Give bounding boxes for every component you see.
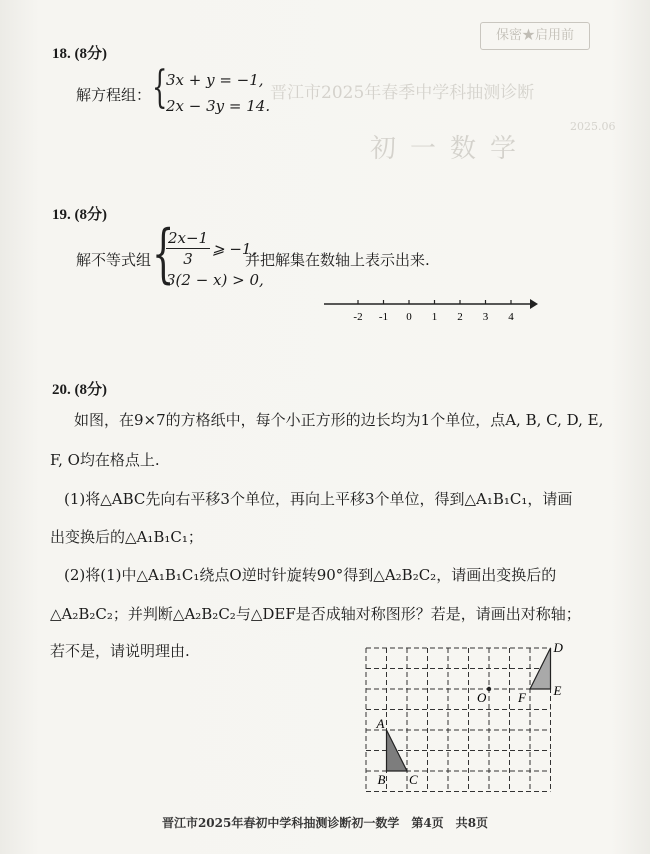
q19-suffix: 并把解集在数轴上表示出来. [245, 251, 430, 269]
number-line-tick-label: 0 [406, 311, 412, 323]
q20-part1-b: 出变换后的△A₁B₁C₁； [50, 528, 203, 546]
label-e: E [553, 683, 562, 698]
q19-number: 19. (8分) [52, 207, 107, 223]
q18-equation-2: 2x − 3y = 14. [166, 97, 271, 115]
label-f: F [518, 690, 526, 705]
triangle-def [530, 648, 551, 689]
q18-prompt: 解方程组： [76, 86, 152, 104]
q19-fraction-bar [166, 248, 210, 249]
label-a: A [376, 716, 385, 731]
number-line-tick-label: 4 [508, 311, 514, 323]
label-b: B [377, 772, 386, 787]
q20-line2: F, O均在格点上. [50, 451, 160, 469]
label-c: C [409, 772, 418, 787]
q20-part2-a: (2)将(1)中△A₁B₁C₁绕点O逆时针旋转90°得到△A₂B₂C₂，请画出变换后的 [64, 566, 557, 584]
q20-number: 20. (8分) [52, 382, 107, 398]
point-o [487, 687, 491, 691]
number-line-tick-label: 1 [431, 311, 438, 323]
q20-part2-c: 若不是，请说明理由. [50, 642, 190, 660]
confidential-stamp: 保密★启用前 [480, 22, 590, 50]
q18-equation-1: 3x + y = −1, [166, 71, 264, 89]
bleed-through-date: 2025.06 [570, 120, 616, 133]
q20-part1-a: (1)将△ABC先向右平移3个单位，再向上平移3个单位，得到△A₁B₁C₁，请画 [64, 490, 573, 508]
label-d: D [553, 640, 563, 655]
number-line-tick-label: 3 [482, 311, 489, 323]
number-line [318, 290, 538, 330]
page-footer: 晋江市2025年春初中学科抽测诊断初一数学 第4页 共8页 [161, 816, 489, 830]
number-line-tick-label: 2 [457, 311, 463, 323]
q19-inequality-1: ⩾ −1, [212, 240, 257, 258]
number-line-tick-label: -2 [353, 311, 363, 323]
q18-number: 18. (8分) [52, 46, 107, 62]
number-line-arrow [530, 299, 538, 309]
q19-fraction-numerator: 2x−1 [167, 229, 209, 247]
q20-line1: 如图，在9×7的方格纸中，每个小正方形的边长均为1个单位，点A, B, C, D, E, [74, 411, 604, 429]
q18-brace: { [152, 62, 168, 113]
triangle-abc [387, 730, 408, 771]
q20-part2-b: △A₂B₂C₂；并判断△A₂B₂C₂与△DEF是否成轴对称图形？若是，请画出对称轴； [50, 605, 581, 623]
q19-fraction [166, 229, 210, 268]
q19-brace: { [152, 217, 175, 291]
grid-figure [356, 640, 566, 800]
bleed-through-subtitle: 初一数学 [370, 134, 531, 164]
bleed-through-title: 晋江市2025年春季中学科抽测诊断 [270, 83, 535, 103]
q19-inequality-2: 3(2 − x) > 0, [166, 271, 264, 289]
q19-prompt: 解不等式组 [76, 251, 152, 269]
number-line-tick-label: -1 [378, 311, 389, 323]
label-o: O [477, 690, 487, 705]
q19-fraction-denominator: 3 [183, 250, 193, 268]
